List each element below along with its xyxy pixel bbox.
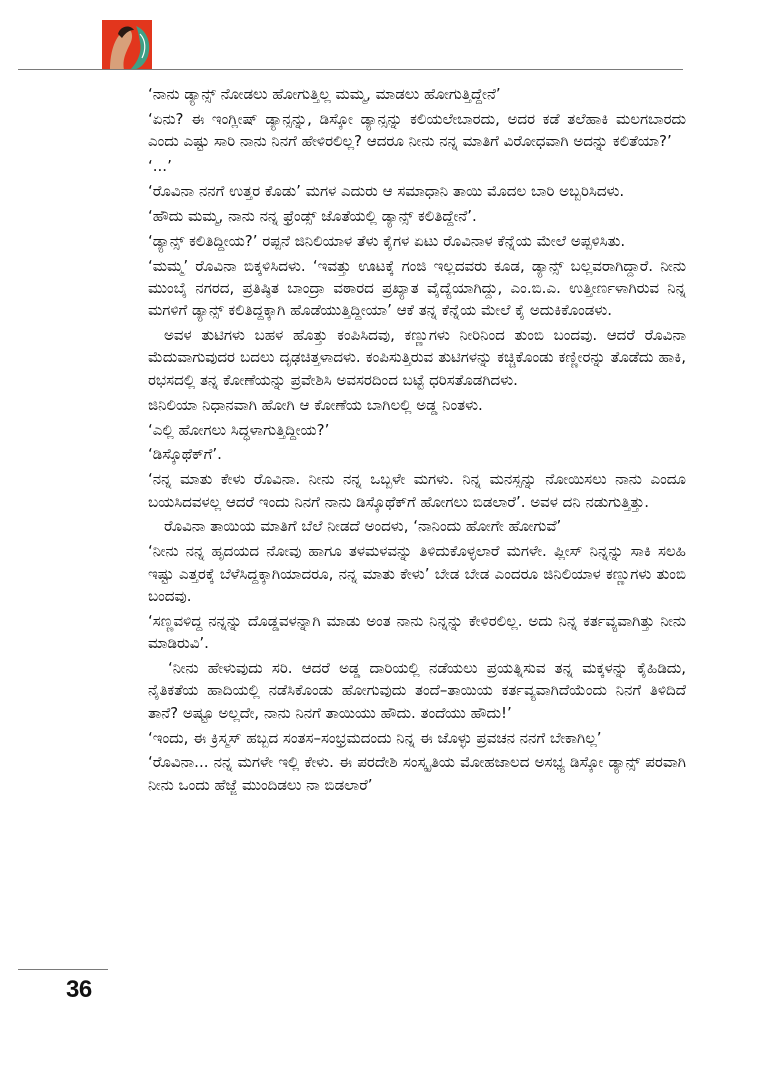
paragraph: ‘...’ — [148, 157, 172, 176]
paragraph: ‘ಮಮ್ಮ’ ರೊವಿನಾ ಬಿಕ್ಕಳಿಸಿದಳು. ‘ಇವತ್ತು ಊಟಕ್ಕೆ ಗಂಜಿ ಇಲ್ಲದವರು ಕೂಡ, ಡ್ಯಾನ್ಸ್ ಬಲ್ಲವರಾಗಿದ್ದಾರೆ. ನೀನು ಮುಂಬೈ ನಗರದ, ಪ್ರತಿಷ್ಠಿತ ಬಾಂದ್ರಾ ವಠಾರದ ಪ್ರಖ್ಯಾತ ವೈದ್ಯೆಯಾಗಿದ್ದು, ಎಂ.ಬಿ.ಎ. ಉತ್ತೀರ್ಣಳಾಗಿರುವ ನಿನ್ನ ಮಗಳಿಗೆ ಡ್ಯಾನ್ಸ್ ಕಲಿತಿದ್ದಕ್ಕಾಗಿ ಹೊಡೆಯುತ್ತಿದ್ದೀಯಾ’ ಆಕೆ ತನ್ನ ಕೆನ್ನೆಯ ಮೇಲೆ ಕೈ ಅದುಕಿಕೊಂಡಳು. — [148, 256, 686, 320]
magazine-logo — [100, 20, 156, 72]
page-number: 36 — [66, 976, 92, 1003]
logo-illustration-icon — [100, 20, 156, 72]
paragraph: ‘ರೊವಿನಾ... ನನ್ನ ಮಗಳೇ ಇಲ್ಲಿ ಕೇಳು. ಈ ಪರದೇಶಿ ಸಂಸ್ಕೃತಿಯ ಮೋಹಜಾಲದ ಅಸಭ್ಯ ಡಿಸ್ಕೋ ಡ್ಯಾನ್ಸ್ ಪರವಾಗಿ ನೀನು ಒಂದು ಹೆಜ್ಜೆ ಮುಂದಿಡಲು ನಾ ಬಿಡಲಾರೆ’ — [148, 753, 686, 794]
paragraph: ‘ನೀನು ಹೇಳುವುದು ಸರಿ. ಆದರೆ ಅಡ್ಡ ದಾರಿಯಲ್ಲಿ ನಡೆಯಲು ಪ್ರಯತ್ನಿಸುವ ತನ್ನ ಮಕ್ಕಳನ್ನು ಕೈಹಿಡಿದು, ನೈತಿಕತೆಯ ಹಾದಿಯಲ್ಲಿ ನಡೆಸಿಕೊಂಡು ಹೋಗುವುದು ತಂದೆ–ತಾಯಿಯ ಕರ್ತವ್ಯವಾಗಿದೆಯೆಂದು ನಿನಗೆ ತಿಳಿದಿದೆ ತಾನೆ? ಅಷ್ಟೂ ಅಲ್ಲದೇ, ನಾನು ನಿನಗೆ ತಾಯಿಯು ಹೌದು. ತಂದೆಯು ಹೌದು!’ — [148, 659, 686, 722]
paragraph: ‘ಡ್ಯಾನ್ಸ್ ಕಲಿತಿದ್ದೀಯ?’ ರಪ್ಪನೆ ಜಿನಿಲಿಯಾಳ ತೆಳು ಕೈಗಳ ಏಟು ರೊವಿನಾಳ ಕೆನ್ನೆಯ ಮೇಲೆ ಅಪ್ಪಳಿಸಿತು. — [148, 231, 626, 250]
paragraph: ಅವಳ ತುಟಿಗಳು ಬಹಳ ಹೊತ್ತು ಕಂಪಿಸಿದವು, ಕಣ್ಣುಗಳು ನೀರಿನಿಂದ ತುಂಬಿ ಬಂದವು. ಆದರೆ ರೊವಿನಾ ಮೆದುವಾಗುವುದರ ಬದಲು ದೃಢಚಿತ್ತಳಾದಳು. ಕಂಪಿಸುತ್ತಿರುವ ತುಟಿಗಳನ್ನು ಕಚ್ಚಿಕೊಂಡು ಕಣ್ಣೀರನ್ನು ತೊಡೆದು ಹಾಕಿ, ರಭಸದಲ್ಲಿ ತನ್ನ ಕೋಣೆಯನ್ನು ಪ್ರವೇಶಿಸಿ ಅವಸರದಿಂದ ಬಟ್ಟೆ ಧರಿಸತೊಡಗಿದಳು. — [148, 326, 686, 389]
footer-rule — [18, 969, 108, 970]
paragraph: ‘ಏನು? ಈ ಇಂಗ್ಲೀಷ್ ಡ್ಯಾನ್ಸನ್ನು, ಡಿಸ್ಕೋ ಡ್ಯಾನ್ಸನ್ನು ಕಲಿಯಲೇಬಾರದು, ಅದರ ಕಡೆ ತಲೆಹಾಕಿ ಮಲಗಬಾರದು ಎಂದು ಎಷ್ಟು ಸಾರಿ ನಾನು ನಿನಗೆ ಹೇಳಿರಲಿಲ್ಲ? ಆದರೂ ನೀನು ನನ್ನ ಮಾತಿಗೆ ವಿರೋಧವಾಗಿ ಅದನ್ನು ಕಲಿತೆಯಾ?’ — [148, 109, 686, 151]
paragraph: ‘ಡಿಸ್ಕೊಥೆಕ್‌ಗೆ’. — [148, 445, 222, 464]
header-rule — [18, 69, 683, 70]
paragraph: ರೊವಿನಾ ತಾಯಿಯ ಮಾತಿಗೆ ಬೆಲೆ ನೀಡದೆ ಅಂದಳು, ‘ನಾನಿಂದು ಹೋಗೇ ಹೋಗುವೆ’ — [164, 517, 562, 536]
paragraph: ‘ನಾನು ಡ್ಯಾನ್ಸ್ ನೋಡಲು ಹೋಗುತ್ತಿಲ್ಲ ಮಮ್ಮ, ಮಾಡಲು ಹೋಗುತ್ತಿದ್ದೇನೆ’ — [148, 85, 501, 103]
paragraph: ‘ನೀನು ನನ್ನ ಹೃದಯದ ನೋವು ಹಾಗೂ ತಳಮಳವನ್ನು ತಿಳಿದುಕೊಳ್ಳಲಾರೆ ಮಗಳೇ. ಪ್ಲೀಸ್ ನಿನ್ನನ್ನು ಸಾಕಿ ಸಲಹಿ ಇಷ್ಟು ಎತ್ತರಕ್ಕೆ ಬೆಳೆಸಿದ್ದಕ್ಕಾಗಿಯಾದರೂ, ನನ್ನ ಮಾತು ಕೇಳು’ ಬೇಡ ಬೇಡ ಎಂದರೂ ಜಿನಿಲಿಯಾಳ ಕಣ್ಣುಗಳು ತುಂಬಿ ಬಂದವು. — [148, 542, 686, 605]
paragraph: ಜಿನಿಲಿಯಾ ನಿಧಾನವಾಗಿ ಹೋಗಿ ಆ ಕೋಣೆಯ ಬಾಗಿಲಲ್ಲಿ ಅಡ್ಡ ನಿಂತಳು. — [148, 395, 483, 414]
paragraph: ‘ನನ್ನ ಮಾತು ಕೇಳು ರೊವಿನಾ. ನೀನು ನನ್ನ ಒಬ್ಬಳೇ ಮಗಳು. ನಿನ್ನ ಮನಸ್ಸನ್ನು ನೋಯಿಸಲು ನಾನು ಎಂದೂ ಬಯಸಿದವಳಲ್ಲ ಆದರೆ ಇಂದು ನಿನಗೆ ನಾನು ಡಿಸ್ಕೊಥೆಕ್‌ಗೆ ಹೋಗಲು ಬಿಡಲಾರೆ’. ಅವಳ ದನಿ ನಡುಗುತ್ತಿತ್ತು. — [148, 470, 686, 511]
paragraph: ‘ಹೌದು ಮಮ್ಮ, ನಾನು ನನ್ನ ಫ್ರೆಂಡ್ಸ್ ಜೊತೆಯಲ್ಲಿ ಡ್ಯಾನ್ಸ್ ಕಲಿತಿದ್ದೇನೆ’. — [148, 206, 477, 225]
paragraph: ‘ರೊವಿನಾ ನನಗೆ ಉತ್ತರ ಕೊಡು’ ಮಗಳ ಎದುರು ಆ ಸಮಾಧಾನಿ ತಾಯಿ ಮೊದಲ ಬಾರಿ ಅಬ್ಬರಿಸಿದಳು. — [148, 181, 625, 200]
story-text — [148, 83, 686, 799]
paragraph: ‘ಸಣ್ಣವಳಿದ್ದ ನನ್ನನ್ನು ದೊಡ್ಡವಳನ್ನಾಗಿ ಮಾಡು ಅಂತ ನಾನು ನಿನ್ನನ್ನು ಕೇಳಿರಲಿಲ್ಲ. ಅದು ನಿನ್ನ ಕರ್ತವ್ಯವಾಗಿತ್ತು ನೀನು ಮಾಡಿರುವಿ’. — [148, 611, 686, 653]
paragraph: ‘ಇಂದು, ಈ ಕ್ರಿಸ್ಮಸ್ ಹಬ್ಬದ ಸಂತಸ–ಸಂಭ್ರಮದಂದು ನಿನ್ನ ಈ ಜೊಳ್ಳು ಪ್ರವಚನ ನನಗೆ ಬೇಕಾಗಿಲ್ಲ’ — [148, 728, 602, 747]
paragraph: ‘ಎಲ್ಲಿ ಹೋಗಲು ಸಿದ್ಧಳಾಗುತ್ತಿದ್ದೀಯ?’ — [148, 420, 330, 439]
